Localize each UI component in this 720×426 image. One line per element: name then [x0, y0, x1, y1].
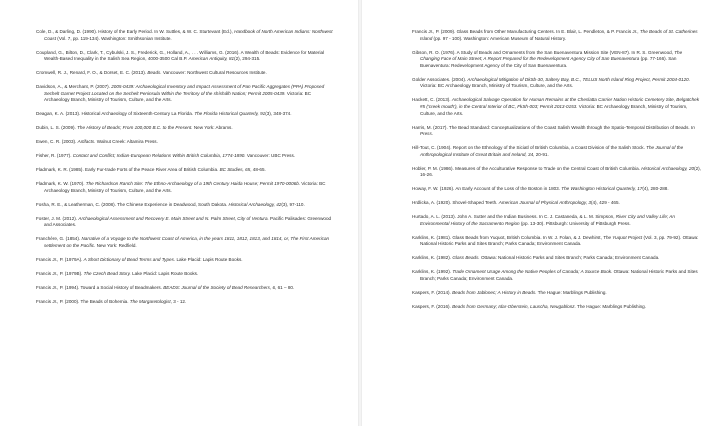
reference-text: Gibson, R. O. (1976). A Study of Beads and Ornaments from the San Buenaventura Mission Site (VEN-87). In R. S. Greenwood, [412, 49, 675, 55]
reference-text: Kaspers, F. (2014). [412, 289, 453, 295]
reference-text: Fladmark, K. R. (1985). Early Fur-trade Forts of the Peace River Area of British Columbia. [36, 167, 220, 173]
reference-title: The Washington Historical Quarterly, 17 [561, 186, 643, 192]
reference-text: Victoria: BC Archaeology Branch, Ministry of Tourism, Culture, and the Arts. [420, 103, 688, 116]
reference-text: Ottawa: National Historic Parks and Sites Branch; Parks Canada; Environment Canada. [420, 269, 698, 281]
reference-entry [412, 235, 702, 248]
reference-text: Coupland, G., Bilton, D., Clark, T., Cybulski, J. S., Frederick, G., Holland, A., . . . Williams, G. (2016). A Wealth of Beads: Evidence for Material Wealth-Based Inequality in the Salish Sea Region, 4000-3500 Cal B.P. [36, 49, 325, 62]
reference-text: (2), 16-26. [420, 165, 701, 178]
reference-text: Hurtado, A. L. (2013). John A. Sutter and the Indian Business. In C. J. Castaneda, & L. M. Simpson, [412, 214, 616, 220]
reference-text: (4), 280-288. [642, 186, 669, 192]
right-reference-list [412, 29, 702, 318]
reference-text: Ewen, C. R. (2003). [36, 139, 78, 145]
reference-title: The Margaretologist [129, 298, 171, 304]
reference-entry [36, 167, 336, 174]
reference-entry [412, 290, 702, 297]
reference-entry [36, 216, 336, 229]
reference-title: 2005-0439: Archaeological Inventory and Impact Assessment of Pan Pacific Aggregates (PPA) Proposed Sechelt Garnet Project Located on the Sechelt Peninsula Within the Territory of the shíshálh Nation; Permit 2005-0439. [44, 84, 325, 96]
reference-text: The Hague: Marblings Publishing. [575, 303, 646, 309]
reference-text: Harris, M. (2017). The Bead Standard: Conceptualizations of the Coast Salish Wealth through the Spatio-Temporal Distribution of Beads. [412, 124, 691, 130]
reference-text: (pp. 77-166). San Buenaventura: Redevelopment Agency of the City of San Buenaventura. [420, 56, 677, 68]
reference-text: Kaspers, F. (2016). [412, 303, 453, 309]
reference-text: (2), 294-315. [234, 56, 261, 62]
right-page [362, 0, 720, 426]
reference-title: The Beads of St. Catherines Island [420, 29, 698, 41]
reference-title: BEADS: Journal of the Society of Bead Researchers, 6 [163, 284, 276, 290]
reference-entry [412, 269, 702, 282]
reference-text: Foster, J. M. (2012). [36, 215, 79, 221]
reference-text: (Vol. 3, pp. 79-92). Ottawa: National Historic Parks and Sites Branch; Parks Canada; Environment Canada. [420, 234, 699, 247]
reference-text: Victoria: BC Archaeology Branch, Ministry of Tourism, Culture, and the Arts. [44, 181, 326, 193]
reference-text: Fisher, R. (1977). [36, 153, 73, 159]
reference-entry [412, 97, 702, 117]
reference-title: Historical Archaeology, 20 [641, 165, 695, 171]
reference-text: (4), 429 - 465. [590, 200, 620, 206]
reference-text: Karklins, K. (1982). [412, 255, 453, 261]
reference-text: Victoria: BC Archaeology Branch, Ministry of Tourism, Culture, and the Arts. [420, 83, 574, 89]
reference-entry [36, 111, 336, 118]
reference-entry [36, 29, 336, 42]
reference-text: Victoria: BC Archaeology Branch, Ministry of Tourism, Culture, and the Arts. [44, 90, 312, 103]
reference-entry [412, 125, 702, 138]
reference-entry [36, 125, 336, 132]
reference-entry [36, 236, 336, 249]
reference-text: , 48-65. [250, 167, 266, 173]
reference-text: Francis Jr., P. (1979A). [36, 256, 84, 262]
reference-text: Hrdlicka, A. (1920). Shovel-Shaped Teeth. [412, 200, 499, 206]
reference-entry [412, 186, 702, 193]
reference-entry [412, 145, 702, 158]
reference-entry [36, 50, 336, 63]
reference-title: BC Studies, 65 [219, 167, 251, 173]
reference-text: Hobler, P. M. (1986). Measures of the Acculturative Response to Trade on the Central Coast of British Columbia. [412, 165, 642, 171]
reference-entry [412, 304, 702, 311]
reference-entry [36, 257, 336, 264]
reference-text: New York: Redfield. [95, 242, 137, 248]
reference-entry [36, 181, 336, 194]
reference-entry [412, 255, 702, 262]
reference-text: Hackett, C. (2013). [412, 97, 452, 103]
reference-text: Howay, F. W. (1926). An Early Account of the Loss of the Boston in 1803. [412, 186, 562, 192]
reference-text: Franchère, G. (1854). [36, 236, 82, 242]
reference-text: Ottawa: National Historic Parks and Sites Branch; Parks Canada; Environment Canada. [479, 255, 660, 261]
reference-text: Francis Jr., P. (2000). The Beads of Bohemia. [36, 298, 130, 304]
reference-text: Golder Associates. (2004). [412, 76, 468, 82]
reference-text: (pp. 13-30). Pittsburgh: University of Pittsburgh Press. [519, 220, 631, 226]
reference-text: Francis Jr., P. (2009). Glass Beads from Other Manufacturing Centers. In E. Blair, L. Pendleton, & P. Francis Jr., [412, 29, 640, 34]
reference-entry [412, 77, 702, 90]
reference-title: The History of Beads; From 100,000 B.C. to the Present. [77, 125, 193, 131]
reference-text: , 61 – 80. [275, 284, 295, 290]
reference-text: (3), 97-110. [281, 201, 305, 207]
reference-text: Davidson, A., & Merchant, P. (2007). [36, 84, 112, 90]
reference-entry [36, 84, 336, 104]
reference-text: Cromwell, R. J., Renard, F. O., & Dorset, E. C. (2013). [36, 70, 148, 76]
reference-text: Vancouver: Northwest Cultural Resources Institute. [161, 70, 267, 76]
reference-entry [412, 29, 702, 42]
reference-entry [412, 200, 702, 207]
reference-entry [36, 202, 336, 209]
reference-title: The Czech Bead Story. [83, 270, 131, 276]
reference-entry [36, 285, 336, 292]
reference-text: Fosha, R. E., & Leatherman, C. (2008). The Chinese Experience in Deadwood, South Dakota. [36, 201, 229, 207]
reference-title: Trade Ornament Usage Among the Native Peoples of Canada; A Source Book. [452, 269, 613, 275]
reference-title: Beads from Germany; Idar-Oberstein, Lauscha, Neugablonz. [452, 303, 576, 309]
reference-text: Lake Placid: Lapis Route Books. [130, 270, 199, 276]
reference-text: (3), 348-374. [265, 111, 292, 117]
reference-entry [36, 70, 336, 77]
reference-title: River City and Valley Life; An Environmental History of the Sacramento Region [420, 214, 675, 226]
reference-text: , 3 - 12. [170, 298, 187, 304]
reference-text: Cole, D., & Darling, D. (1990). History of the Early Period. In W. Suttles, & W. C. Sturtevant (Ed.), [36, 29, 235, 34]
reference-text: (Vol. 7, pp. 119-134). Washington: Smithsonian Institute. [56, 35, 172, 41]
reference-entry [412, 214, 702, 227]
reference-text: (pp. 97 - 100). Washington: American Museum of Natural History. [432, 35, 567, 41]
reference-text: Dubin, L. S. (2009). [36, 125, 78, 131]
reference-title: The Yuquot Project [603, 234, 643, 240]
reference-text: New York: Abrams. [192, 125, 233, 131]
reference-text: Deagan, K. A. (2013). Historical Archaeology of Sixteenth-Century La Florida. [36, 111, 195, 117]
reference-text: Hill-Tout, C. (1904). Report on the Ethnology of the Siciatl of British Columbia, a Coast Division of the Salish Stock. [412, 145, 647, 151]
reference-title: Contact and Conflict; Indian-European Relations Within British Columbia, 1774-1890. [72, 153, 246, 159]
reference-title: Archaeological Salvage Operation for Human Remains at the Cheslatta Carrier Nation Historic Cemetery Site, Belgatchek #5 ('creek mouth'), in the Central Interior of BC, FkSh-003; Permit 2013-0153. [420, 97, 699, 109]
reference-title: American Journal of Physical Anthropology, 3 [498, 200, 591, 206]
reference-title: The Florida Historical Quarterly, 91 [194, 111, 266, 117]
reference-text: Lake Placid: Lapis Route Books. [175, 256, 243, 262]
reference-title: Handbook of North American Indians: Northwest Coast [44, 29, 333, 41]
reference-title: Narrative of a Voyage to the Northwest Coast of America, in the years 1811, 1812, 1813, and 1814, or, The First American settlement on the Pacific. [44, 236, 330, 248]
reference-title: In Press. [420, 124, 695, 137]
left-page [0, 0, 358, 426]
reference-text: Vancouver: UBC Press. [245, 153, 296, 159]
reference-entry [412, 166, 702, 179]
reference-text: Walnut Creek: Altamira Press. [95, 139, 158, 145]
reference-entry [412, 50, 702, 70]
reference-text: The Hague: Marblings Publishing. [536, 289, 607, 295]
reference-title: American Antiquity, 81 [188, 56, 235, 62]
reference-title: The Journal of the Anthropological Institute of Great Britain and Ireland, 34 [420, 145, 684, 157]
reference-text: Fladmark, K. W. (1970). [36, 181, 86, 187]
reference-title: Beads from Jablonec; A History in Beads. [452, 289, 537, 295]
reference-text: Pacific Palisades: Greenwood and Associates. [44, 215, 332, 228]
reference-entry [36, 299, 336, 306]
reference-title: Glass Beads. [452, 255, 480, 261]
reference-text: Karklins, K. (1981). Glass Beads from Yuquot, British Columbia. In W. J. Folan, & J. Dewhirst, [412, 234, 604, 240]
reference-entry [36, 139, 336, 146]
reference-title: The Richardson Ranch Site: The Ethno-Archaeology of a 19th Century Haida House; Permit 1970-0006b. [85, 181, 301, 187]
reference-title: Archaeological Mitigation of DkSb-30, Saltery Bay, B.C., TELUS North Island Ring Project, Permit 2004-0120. [467, 76, 690, 82]
reference-title: Historical Archaeology, 42 [228, 201, 282, 207]
reference-text: , 20-91. [533, 151, 549, 157]
reference-title: A Short Dictionary of Bead Terms and Types. [83, 256, 176, 262]
reference-text: Francis Jr., P. (1979B). [36, 270, 84, 276]
reference-title: Archaeological Assessment and Recovery E. Main Street and N. Palm Street, City of Ventura. [78, 215, 269, 221]
reference-title: Artifacts. [77, 139, 96, 145]
reference-text: Francis Jr., P. (1994). Toward a Social History of Beadmakers. [36, 284, 164, 290]
reference-entry [36, 271, 336, 278]
reference-title: Beads. [147, 70, 162, 76]
reference-entry [36, 153, 336, 160]
reference-title: The Changing Face of Main Street; A Report Prepared for the Redevelopment Agency City of San Buenaventura [420, 49, 683, 62]
reference-text: Karklins, K. (1992). [412, 269, 453, 275]
left-reference-list [36, 29, 336, 313]
